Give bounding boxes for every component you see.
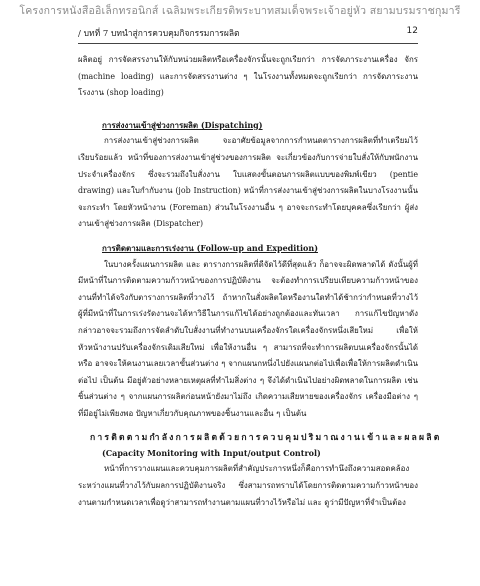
section-heading-text: การส่งงานเข้าสู่ช่วงการผลิต (Dispatching) <box>102 119 263 130</box>
page-header: โครงการหนังสืออิเล็กทรอนิกส์ เฉลิมพระเกียรติพระบาทสมเด็จพระเจ้าอยู่หัว สยามบรมราชกุมารี <box>19 5 461 17</box>
paragraph-shop-loading: ผลิตอยู่ การจัดสรรงานให้กับหน่วยผลิตหรือเครื่องจักรนั้นจะถูกเรียกว่า การจัดภาระงานเครื่อง จักร (machine loading) และการจัดสรรงานต่าง ๆ ในโรงงานทั้งหมดจะถูกเรียกว่า การจัดภาระงาน โรงงาน (shop loading) <box>78 55 418 98</box>
paragraph-follow-up: ในบางครั้งแผนการผลิต และ ตารางการผลิตที่ดีจัดไว้ดีที่สุดแล้ว ก็อาจจะผิดพลาดได้ ดังนั้นผู้ที่มีหน้าที่ในการติดตามความก้าวหน้าของการปฏิบัติงาน จะต้องทำการเปรียบเทียบความก้าวหน้าของงานที่ทำได้จริงกับตารางการผลิตที่วางไว้ ถ้าหากในสั่งผลิตใดหรืองานใดทำได้ช้ากว่ากำหนดที่วางไว้ ผู้ที่มีหน้าที่ในการเร่งรัดงานจะได้หาวิธีในการแก้ไขได้อย่างถูกต้องและทันเวลา การแก้ไขปัญหาดังกล่าวอาจจะรวมถึงการจัดลำดับใบสั่งงานที่ทำงานบนเครื่องจักรใดเครื่องจักรหนึ่งเสียใหม่ เพื่อให้หัวหน้างานปรับเครื่องจักรเดิมเสียใหม่ เพื่อให้งานอื่น ๆ สามารถที่จะทำการผลิตบนเครื่องจักรนั้นได้ หรือ อาจจะให้คนงานเลยเวลาขั้นส่วนต่าง ๆ จากแผนกหนึ่งไปยังแผนกต่อไปเพื่อเพื่อให้การผลิตดำเนินต่อไป เป็นต้น มีอยู่ตัวอย่างหลายเหตุผลที่ทำไมสิ่งต่าง ๆ จึงได้ดำเนินไปอย่างผิดพลาดในการผลิต เช่น ชิ้นส่วนต่าง ๆ จากแผนการผลิตก่อนหน้ายังมาไม่ถึง เกิดความเสียหายของเครื่องจักร เครื่องมือต่าง ๆ ที่มีอยู่ไม่เพียงพอ ปัญหาเกี่ยวกับคุณภาพของชิ้นงานและอื่น ๆ เป็นต้น <box>78 259 418 418</box>
section-heading-text: การติดตามและการเร่งงาน (Follow-up and Expedition) <box>102 242 318 253</box>
section-subheading-capacity: (Capacity Monitoring with Input/output Control) <box>102 448 321 459</box>
page-body <box>78 52 442 511</box>
section-heading-follow-up <box>102 240 418 257</box>
section-heading-capacity: การติดตามกำลังการผลิตด้วยการควบคุมปริมาณงานเข้าและผลผลิต <box>90 433 442 444</box>
section-heading-dispatching <box>102 117 418 134</box>
chapter-title: / บทที่ 7 บทนำสู่การควบคุมกิจกรรมการผลิต <box>78 29 240 39</box>
paragraph-capacity: หน้าที่การวางแผนและควบคุมการผลิตที่สำคัญประการหนึ่งก็คือการทำนึงถึงความสอดคล้องระหว่างแผนที่วางไว้กับผลการปฏิบัติงานจริง ซึ่งสามารถทราบได้โดยการติดตามความก้าวหน้าของงานตามกำหนดเวลาเพื่อดูว่าสามารถทำงานตามแผนที่วางไว้หรือไม่ และ ดูว่ามีปัญหาที่จำเป็นต้อง <box>78 464 418 507</box>
spacer <box>78 102 418 110</box>
page-number: 12 <box>406 26 418 36</box>
chapter-bar <box>78 26 418 44</box>
paragraph-dispatching: การส่งงานเข้าสู่ช่วงการผลิต จะอาศัยข้อมูลจากการกำหนดตารางการผลิตที่ทำเตรียมไว้เรียบร้อยแล้ว หน้าที่ของการส่งงานเข้าสู่ช่วงของการผลิต จะเกี่ยวข้องกับการจ่ายใบสั่งให้กับพนักงานประจำเครื่องจักร ซึ่งจะรวมถึงใบสั่งงาน ใบแสดงขั้นตอนการผลิตแบบของพิมพ์เขียว (pentie drawing) และใบกำกับงาน (job Instruction) หน้าที่การส่งงานเข้าสู่ช่วงการผลิตในบางโรงงานนั้น จะกระทำ โดยหัวหน้างาน (Foreman) ส่วนในโรงงานอื่น ๆ อาจจะกระทำโดยบุคคลซึ่งเรียกว่า ผู้ส่งงานเข้าสู่ช่วงการผลิต (Dispatcher) <box>78 136 418 229</box>
